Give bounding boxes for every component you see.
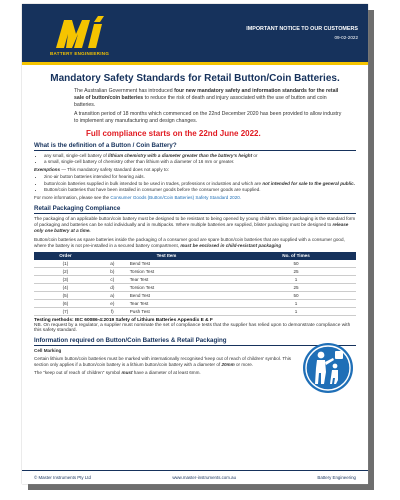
compliance-date: Full compliance starts on the 22nd June 2022. bbox=[86, 128, 261, 138]
table-cell-times: 1 bbox=[236, 275, 356, 283]
table-cell-item: Torsion Test bbox=[128, 283, 236, 291]
cell-marking-heading: Cell Marking bbox=[34, 347, 62, 353]
column-header: No. of Times bbox=[236, 252, 356, 260]
brand-tagline: BATTERY ENGINEERING bbox=[50, 51, 110, 56]
header-divider bbox=[22, 62, 368, 65]
testing-methods bbox=[34, 318, 356, 333]
table-cell-item: Torsion Test bbox=[128, 267, 236, 275]
brand-logo-icon bbox=[54, 14, 106, 54]
footer-brand: Battery Engineering bbox=[317, 475, 356, 480]
table-row bbox=[34, 260, 356, 268]
definition-section bbox=[34, 153, 356, 201]
table-cell-times: 1 bbox=[236, 299, 356, 307]
column-header: Order bbox=[34, 252, 97, 260]
intro-text: The Australian Government has introduced bbox=[74, 88, 175, 94]
page-title: Mandatory Safety Standards for Retail Button/Coin Batteries. bbox=[50, 73, 340, 84]
cell-marking-section bbox=[34, 348, 356, 377]
exemptions-list bbox=[34, 174, 356, 193]
intro-section bbox=[74, 88, 344, 125]
cell-marking-paragraph-2 bbox=[34, 370, 294, 376]
document-header bbox=[22, 4, 368, 62]
exemptions-text: — This mandatory safety standard does not apply to: bbox=[60, 167, 169, 173]
table-cell-letter: f) bbox=[97, 307, 128, 315]
cell-text: The "keep out of reach of children" symbol bbox=[34, 370, 122, 376]
table-cell-order: (5) bbox=[34, 291, 97, 299]
table-row bbox=[34, 275, 356, 283]
standard-link[interactable]: Consumer Goods (Button/Coin Batteries) Safety Standard 2020. bbox=[110, 194, 242, 200]
table-cell-order: (1) bbox=[34, 260, 97, 268]
footer-website[interactable]: www.master-instruments.com.au bbox=[172, 475, 237, 480]
table-header-row bbox=[34, 252, 356, 260]
notice-date: 09-02-2022 bbox=[334, 35, 358, 40]
table-cell-item: Push Test bbox=[128, 307, 236, 315]
cell-text-end: have a diameter of at least 6mm. bbox=[132, 370, 201, 376]
table-cell-letter: a) bbox=[97, 291, 128, 299]
more-info-text: For more information, please see the bbox=[34, 194, 111, 200]
table-cell-letter: a) bbox=[97, 260, 128, 268]
notice-document bbox=[22, 4, 368, 484]
exemption-text: button/coin batteries supplied in bulk intended to be used in trades, professions or industries and which are bbox=[44, 180, 263, 186]
cell-text: Certain lithium button/coin batteries must be marked with internationally recognised 'keep out of reach of children' symbol. This section only applies if a button/coin battery is a lithium button/coin battery with a diameter of bbox=[34, 355, 292, 367]
column-header: Test Item bbox=[97, 252, 236, 260]
table-cell-times: 25 bbox=[236, 283, 356, 291]
intro-text-end: to reduce the risk of death and injury associated with the use of button and coin batteries. bbox=[74, 94, 327, 108]
notice-block bbox=[246, 26, 358, 40]
definition-emphasis: lithium chemistry with a diameter greater than the battery's height bbox=[108, 152, 253, 158]
testing-note: NB. On request by a regulator, a supplier must nominate the set of compliance tests that the supplier has relied upon to demonstrate compliance with this safety standard. bbox=[34, 322, 351, 333]
list-item: • zinc-air button batteries intended for hearing aids. bbox=[44, 174, 356, 180]
definition-text-end: or bbox=[252, 152, 258, 158]
table-cell-letter: c) bbox=[97, 275, 128, 283]
exemption-emphasis: not intended for sale to the general public. bbox=[262, 180, 355, 186]
table-cell-letter: d) bbox=[97, 283, 128, 291]
packaging-paragraph-1 bbox=[34, 216, 356, 235]
packaging-paragraph-2 bbox=[34, 237, 356, 249]
packaging-emphasis: release only one battery at a time. bbox=[34, 222, 349, 234]
table-cell-times: 1 bbox=[236, 307, 356, 315]
packaging-section bbox=[34, 216, 356, 249]
table-cell-letter: e) bbox=[97, 299, 128, 307]
packaging-heading: Retail Packaging Compliance bbox=[34, 205, 356, 214]
packaging-text: Button/coin batteries as spare batteries inside the packaging of a consumer good are spare button/coin batteries that are supplied with a consumer good, where the battery is not pre-installed in a secured battery compartment, bbox=[34, 236, 345, 248]
keep-away-from-children-icon bbox=[302, 342, 354, 394]
intro-emphasis: four new mandatory safety and information standards for the retail sale of button/coin batteries bbox=[74, 88, 339, 101]
test-table bbox=[34, 252, 356, 316]
notice-title: IMPORTANT NOTICE TO OUR CUSTOMERS bbox=[246, 26, 358, 32]
exemptions-label: Exemptions bbox=[34, 167, 61, 173]
table-cell-item: Bend Test bbox=[128, 260, 236, 268]
table-cell-order: (4) bbox=[34, 283, 97, 291]
table-cell-times: 50 bbox=[236, 291, 356, 299]
table-cell-letter: b) bbox=[97, 267, 128, 275]
table-cell-times: 25 bbox=[236, 267, 356, 275]
intro-paragraph-1 bbox=[74, 88, 344, 108]
packaging-emphasis: must be enclosed in child-resistant packaging bbox=[180, 242, 282, 248]
cell-emphasis: must bbox=[121, 370, 133, 376]
test-table-body bbox=[34, 260, 356, 316]
cell-text-end: or more. bbox=[234, 361, 254, 367]
table-row bbox=[34, 299, 356, 307]
info-heading: Information required on Button/Coin Batteries & Retail Packaging bbox=[34, 337, 356, 346]
table-cell-order: (6) bbox=[34, 299, 97, 307]
packaging-text: The packaging of an applicable button/coin battery must be designed to be resistant to being opened by young children. Blister packaging is the standard form of packaging and batteries can be sold individually and in multipacks. Where multiple batteries are supplied, blister packaging must be designed to bbox=[34, 216, 356, 228]
definition-list bbox=[34, 153, 356, 165]
list-item: • Button/coin batteries that have been installed in consumer goods before the consumer goods are supplied. bbox=[44, 187, 356, 193]
more-info-line bbox=[34, 195, 356, 201]
definition-heading: What is the definition of a Button / Coin Battery? bbox=[34, 142, 356, 151]
table-cell-order: (3) bbox=[34, 275, 97, 283]
testing-methods-title: Testing methods: IEC 60086-4:2019 Safety of Lithium Batteries Appendix E & F bbox=[34, 317, 213, 323]
table-cell-order: (2) bbox=[34, 267, 97, 275]
exemptions-line bbox=[34, 167, 356, 173]
table-row bbox=[34, 291, 356, 299]
table-cell-order: (7) bbox=[34, 307, 97, 315]
table-cell-item: Bend Test bbox=[128, 291, 236, 299]
table-row bbox=[34, 307, 356, 315]
cell-marking-paragraph-1 bbox=[34, 356, 294, 368]
list-item bbox=[44, 181, 356, 187]
intro-paragraph-2: A transition period of 18 months which commenced on the 22nd December 2020 has been provided to allow industry to implement any manufacturing and design changes. bbox=[74, 111, 342, 124]
definition-text: any small, single-cell battery of bbox=[44, 152, 109, 158]
list-item: • a small, single-cell battery of chemistry other than lithium with a diameter of 16 mm or greater. bbox=[44, 159, 356, 165]
table-cell-times: 50 bbox=[236, 260, 356, 268]
table-cell-item: Tear Test bbox=[128, 299, 236, 307]
footer-copyright: © Master Instruments Pty Ltd bbox=[34, 475, 91, 480]
table-cell-item: Tear Test bbox=[128, 275, 236, 283]
table-row bbox=[34, 283, 356, 291]
table-row bbox=[34, 267, 356, 275]
cell-emphasis: 20mm bbox=[221, 361, 235, 367]
document-footer bbox=[22, 470, 368, 484]
